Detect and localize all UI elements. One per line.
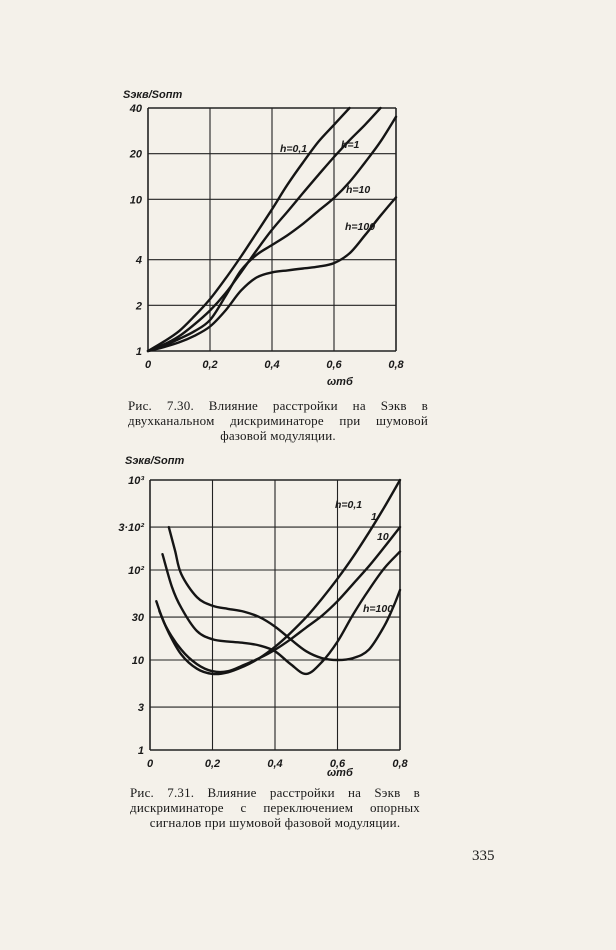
series-label: 1 <box>371 511 377 523</box>
y-tick-label: 1 <box>137 745 144 757</box>
series-label: h=1 <box>341 139 360 151</box>
chart-7-30 <box>105 78 425 388</box>
grid <box>150 480 400 750</box>
chart-7-31 <box>105 440 425 785</box>
y-tick-label: 10 <box>131 655 144 667</box>
x-tick-label: 0,2 <box>202 359 218 371</box>
x-tick-label: 0 <box>146 758 154 770</box>
y-tick-label: 40 <box>129 103 142 115</box>
x-axis-label: ωтб <box>327 767 353 779</box>
x-tick-label: 0,8 <box>392 758 408 770</box>
caption-7-31: Рис. 7.31. Влияние расстройки на Sэкв в дискриминаторе с переключением опорных сигналов при шумовой фазовой модуляции. <box>130 785 420 830</box>
y-tick-label: 10 <box>129 194 142 207</box>
x-tick-label: 0,2 <box>204 758 221 770</box>
series-line <box>148 108 350 351</box>
series-label: h=0,1 <box>335 499 363 511</box>
x-tick-label: 0,4 <box>264 359 280 371</box>
x-tick-label: 0,4 <box>267 758 283 770</box>
y-tick-label: 30 <box>131 612 144 625</box>
y-axis-label: Sэкв/Sопт <box>123 89 183 101</box>
page-number: 335 <box>472 848 495 864</box>
y-axis-label: Sэкв/Sопт <box>125 455 185 467</box>
y-tick-label: 4 <box>135 254 142 267</box>
y-tick-label: 3 <box>137 702 144 715</box>
series-label: h=100 <box>363 603 394 615</box>
series-line <box>159 480 400 674</box>
x-axis-label: ωтб <box>327 376 353 388</box>
y-tick-label: 1 <box>135 346 142 358</box>
series-label: h=10 <box>346 184 371 196</box>
y-tick-label: 3·10² <box>118 522 144 535</box>
y-tick-label: 20 <box>129 148 142 161</box>
x-tick-label: 0,6 <box>326 359 342 371</box>
series-label: h=0,1 <box>280 143 308 155</box>
series-label: 10 <box>377 531 389 543</box>
caption-7-30: Рис. 7.30. Влияние расстройки на Sэкв в двухканальном дискриминаторе при шумовой фазовой модуляции. <box>128 398 428 443</box>
x-tick-label: 0,8 <box>388 359 404 371</box>
y-tick-label: 10³ <box>128 475 144 487</box>
x-tick-label: 0,6 <box>329 758 346 770</box>
y-tick-label: 10² <box>128 565 144 577</box>
y-tick-label: 2 <box>135 300 142 313</box>
x-tick-label: 0 <box>144 359 152 371</box>
series-label: h=100 <box>345 221 376 233</box>
